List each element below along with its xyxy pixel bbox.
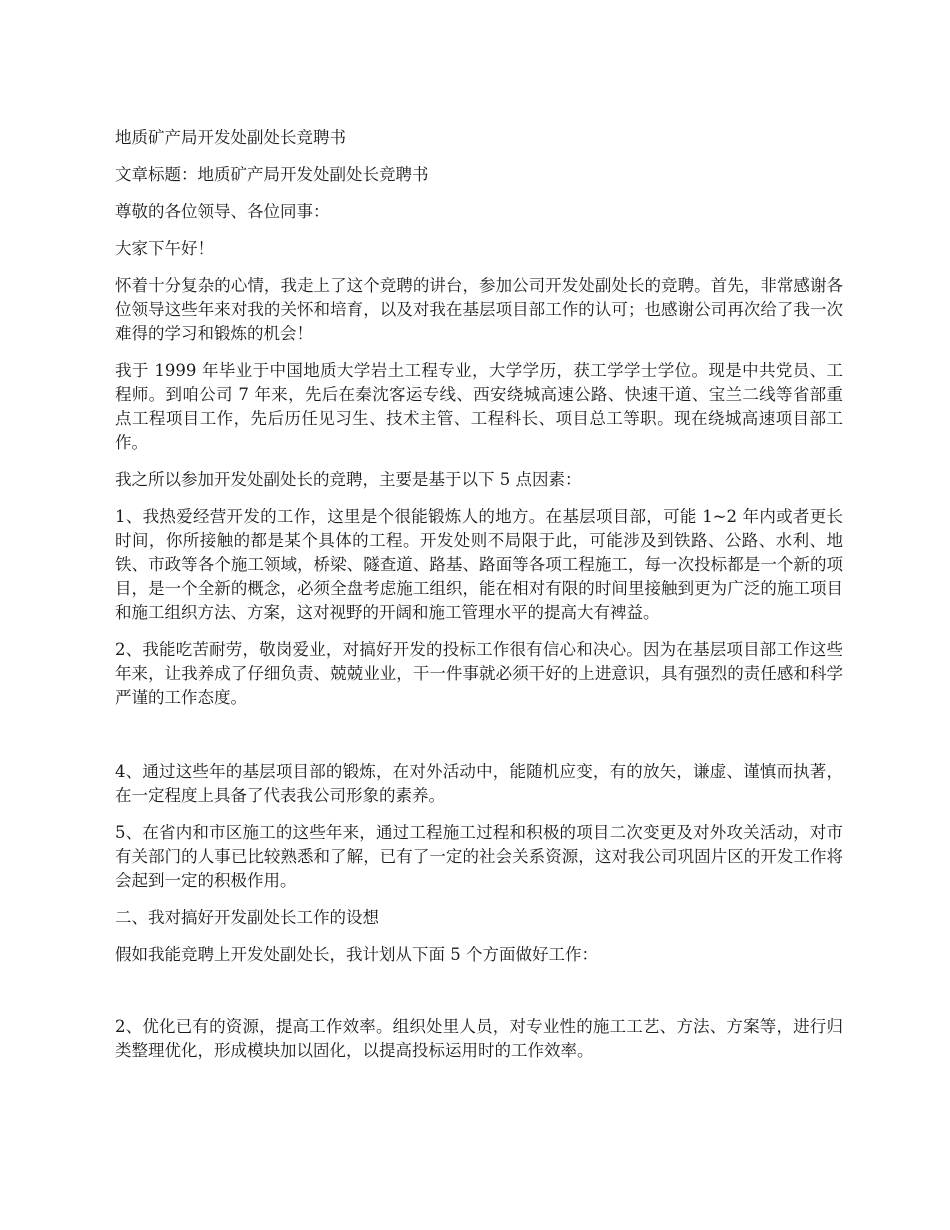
blank-gap	[115, 980, 843, 1015]
paragraph-plan-2: 2、优化已有的资源，提高工作效率。组织处里人员，对专业性的施工工艺、方法、方案等，进行归类整理优化，形成模块加以固化，以提高投标运用时的工作效率。	[115, 1017, 843, 1060]
paragraph-reason-2: 2、我能吃苦耐劳，敬岗爱业，对搞好开发的投标工作很有信心和决心。因为在基层项目部工作这些年来，让我养成了仔细负责、兢兢业业，干一件事就必须干好的上进意识，具有强烈的责任感和科学严谨的工作态度。	[115, 640, 843, 707]
paragraph-reason-5: 5、在省内和市区施工的这些年来，通过工程施工过程和积极的项目二次变更及对外攻关活动，对市有关部门的人事已比较熟悉和了解，已有了一定的社会关系资源，这对我公司巩固片区的开发工作将会起到一定的积极作用。	[115, 823, 843, 890]
paragraph-reason-4: 4、通过这些年的基层项目部的锻炼，在对外活动中，能随机应变，有的放矢，谦虚、谨慎而执著，在一定程度上具备了代表我公司形象的素养。	[115, 762, 843, 805]
document-title: 地质矿产局开发处副处长竞聘书	[115, 128, 346, 147]
article-title-line: 文章标题：地质矿产局开发处副处长竞聘书	[115, 165, 429, 184]
paragraph-plan-intro: 假如我能竞聘上开发处副处长，我计划从下面 5 个方面做好工作：	[115, 945, 598, 964]
greeting: 大家下午好！	[115, 239, 214, 258]
paragraph-reason-1: 1、我热爱经营开发的工作，这里是个很能锻炼人的地方。在基层项目部，可能 1~2 年内或者更长时间，你所接触的都是某个具体的工程。开发处则不局限于此，可能涉及到铁路、公路、水利、地铁、市政等各个施工领域，桥梁、隧查道、路基、路面等各项工程施工，每一次投标都是一个新的项目，是一个全新的概念，必须全盘考虑施工组织，能在相对有限的时间里接触到更为广泛的施工项目和施工组织方法、方案，这对视野的开阔和施工管理水平的提高大有裨益。	[115, 507, 843, 622]
blank-gap	[115, 723, 843, 760]
paragraph-intro: 怀着十分复杂的心情，我走上了这个竞聘的讲台，参加公司开发处副处长的竞聘。首先，非常感谢各位领导这些年来对我的关怀和培育，以及对我在基层项目部工作的认可；也感谢公司再次给了我一次难得的学习和锻炼的机会！	[115, 276, 843, 343]
salutation: 尊敬的各位领导、各位同事：	[115, 202, 330, 221]
paragraph-reasons-heading: 我之所以参加开发处副处长的竞聘，主要是基于以下 5 点因素：	[115, 470, 582, 489]
paragraph-background: 我于 1999 年毕业于中国地质大学岩土工程专业，大学学历，获工学学士学位。现是中共党员、工程师。到咱公司 7 年来，先后在秦沈客运专线、西安绕城高速公路、快速干道、宝兰二线等省部重点工程项目工作，先后历任见习生、技术主管、工程科长、项目总工等职。现在绕城高速项目部工作。	[115, 361, 843, 452]
section-heading-2: 二、我对搞好开发副处长工作的设想	[115, 908, 379, 927]
document-body	[115, 126, 843, 1076]
